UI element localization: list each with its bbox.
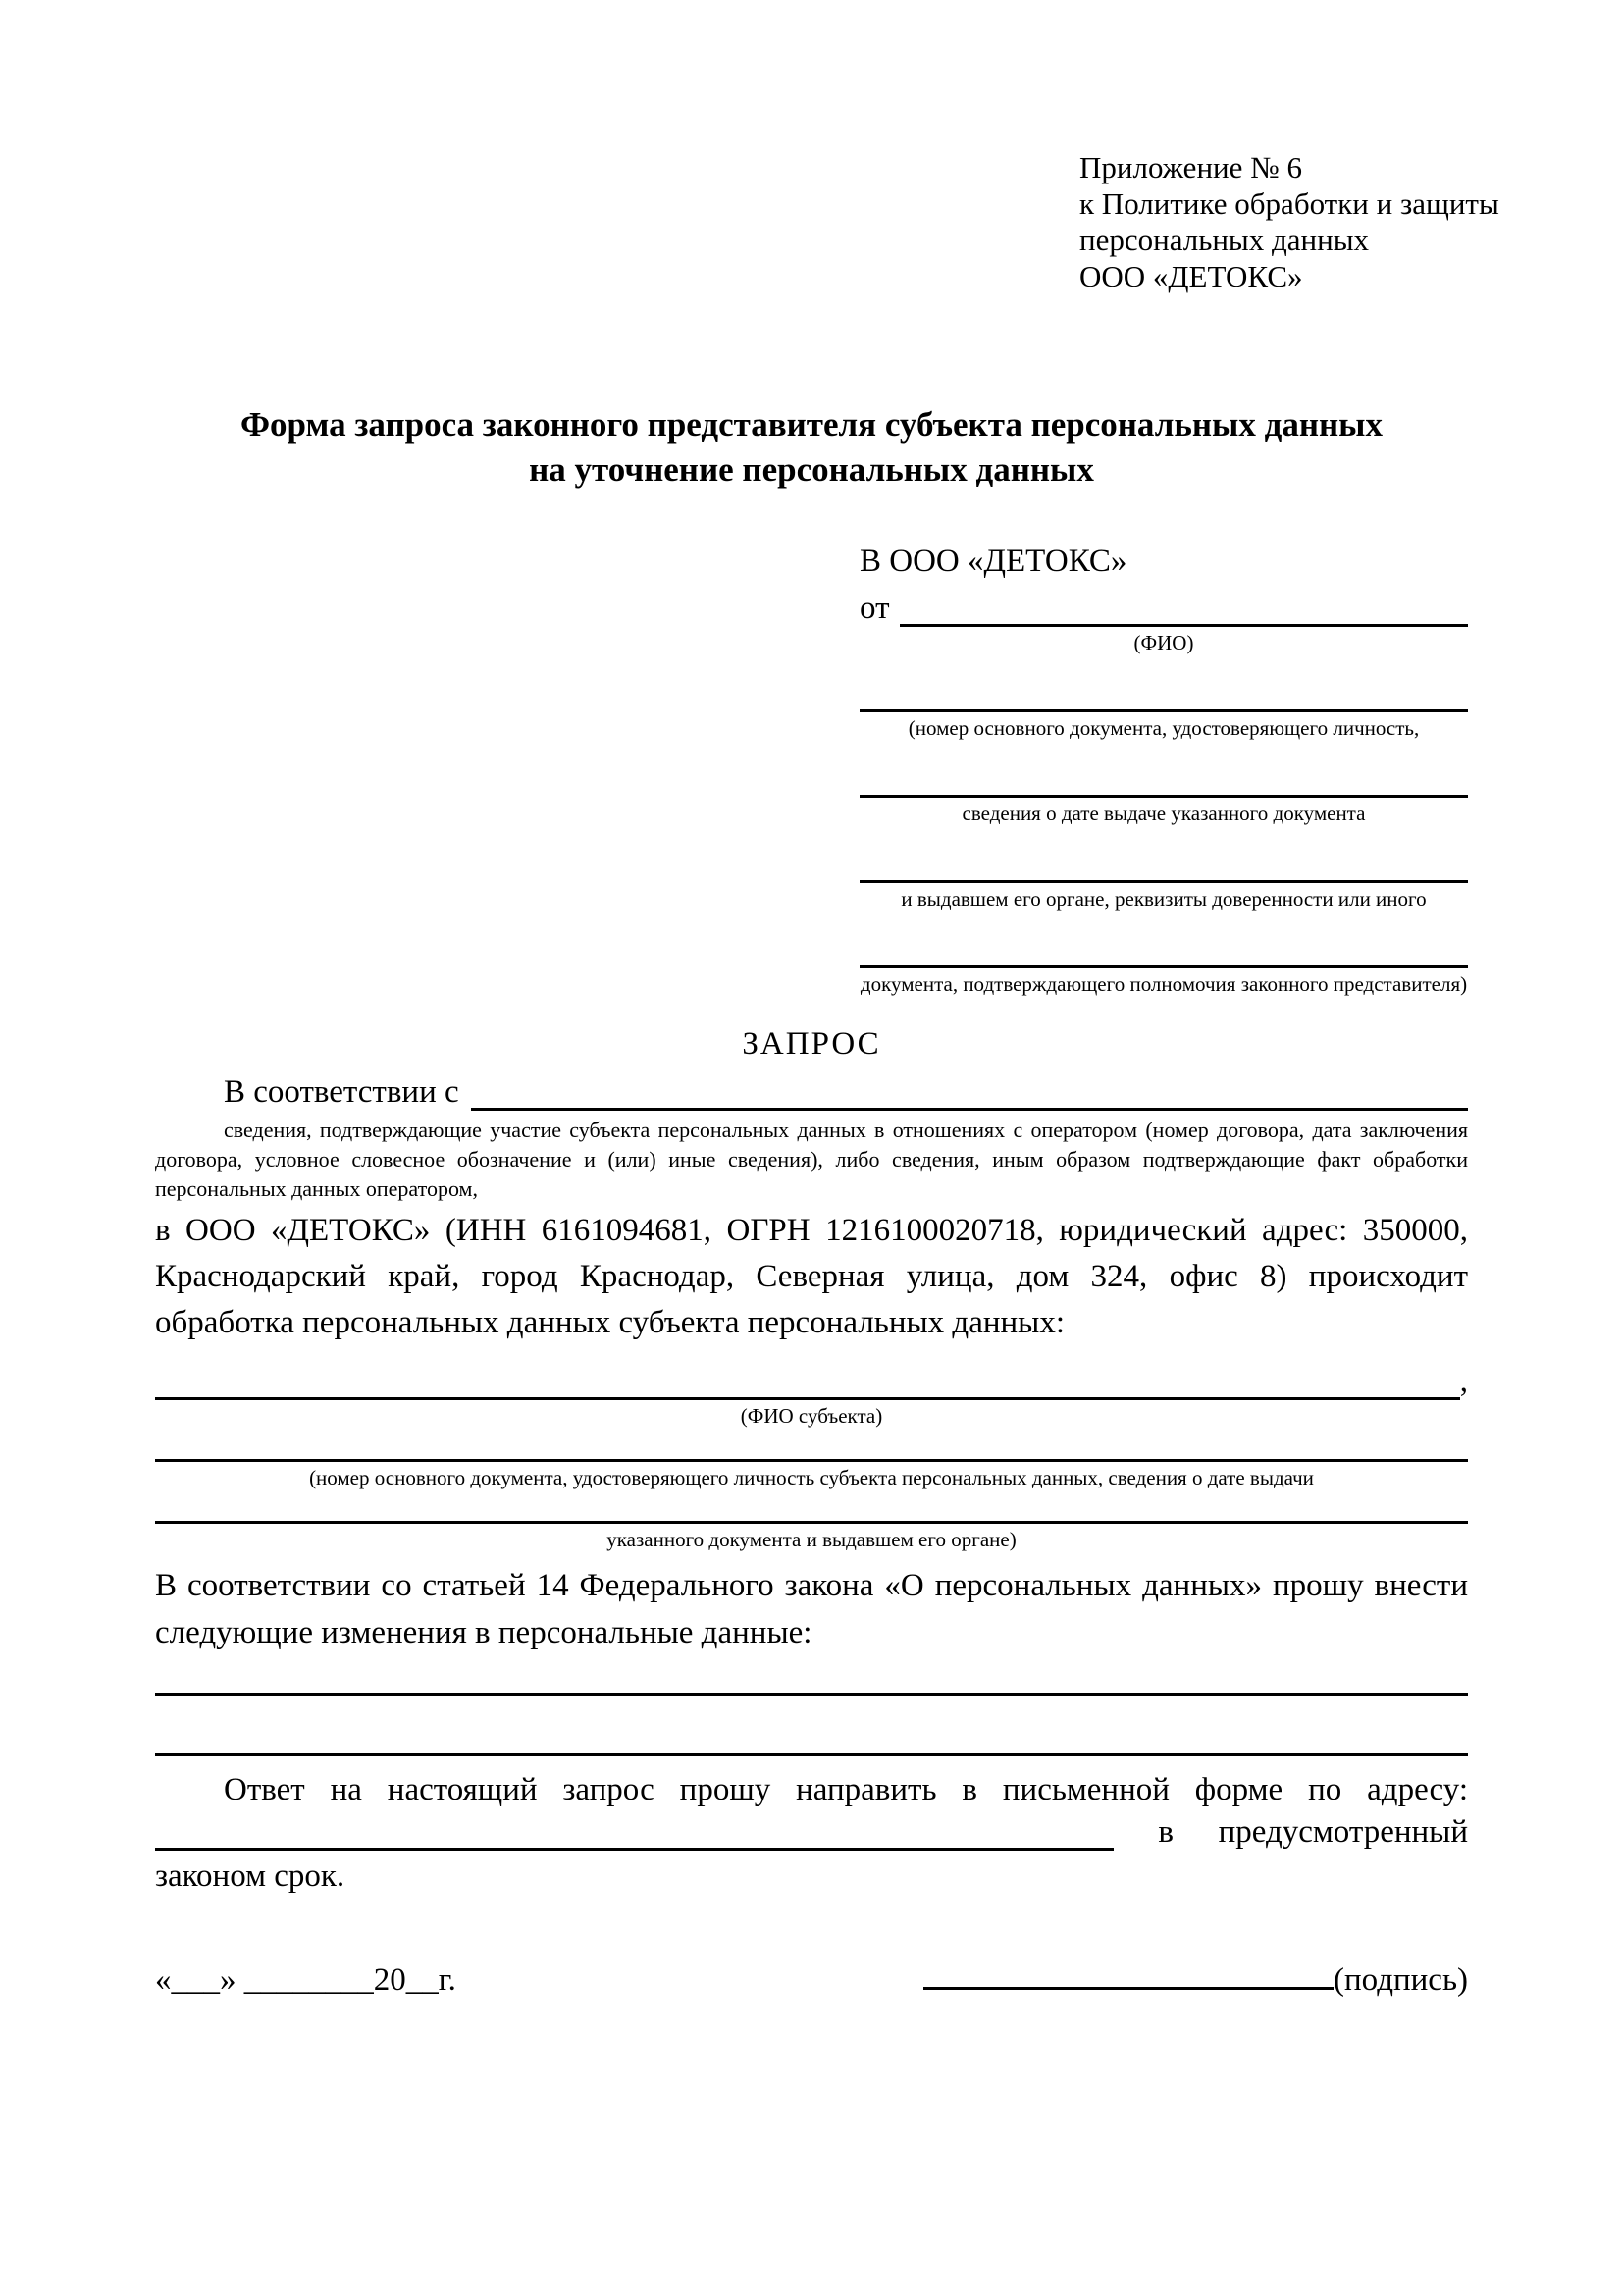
appendix-header-line: персональных данных	[1079, 223, 1370, 257]
reply-paragraph-end: законом срок.	[155, 1858, 345, 1894]
representative-doc-field	[860, 687, 1468, 741]
appendix-header-line: Приложение № 6	[1079, 150, 1302, 184]
signature-caption: (подпись)	[1334, 1962, 1468, 1998]
blank-field-line	[860, 943, 1468, 968]
representative-doc-field	[860, 858, 1468, 912]
blank-field-line	[155, 1490, 1468, 1524]
footer	[155, 1962, 1468, 1999]
blank-field-line	[860, 858, 1468, 883]
basis-label: В соответствии с	[224, 1074, 459, 1110]
from-blank-line	[900, 591, 1469, 627]
reply-paragraph: Ответ на настоящий запрос прошу направить в письменной форме по адресу:	[224, 1772, 1468, 1807]
request-heading: ЗАПРОС	[742, 1026, 881, 1062]
blank-field-line	[860, 772, 1468, 798]
appendix-header-line: к Политике обработки и защиты	[1079, 186, 1499, 221]
subject-fio-blank-line	[155, 1364, 1460, 1400]
from-label: от	[860, 591, 890, 626]
addressee-block	[860, 540, 1468, 997]
field-caption: (номер основного документа, удостоверяющего личность субъекта персональных данных, сведения о дате выдачи	[309, 1466, 1314, 1489]
addressee-company: В ООО «ДЕТОКС»	[860, 544, 1127, 579]
field-caption: (номер основного документа, удостоверяющего личность,	[908, 716, 1420, 740]
reply-word: предусмотренный	[1218, 1814, 1468, 1850]
subject-fio-caption: (ФИО субъекта)	[740, 1404, 883, 1428]
reply-address-field	[155, 1814, 1468, 1851]
page-title-line1: Форма запроса законного представителя субъекта персональных данных	[240, 405, 1383, 444]
field-caption: сведения о дате выдаче указанного документа	[962, 802, 1366, 825]
changes-blank-line	[155, 1696, 1468, 1756]
page-title-line2: на уточнение персональных данных	[529, 450, 1094, 489]
signature-field	[923, 1962, 1468, 1999]
changes-blank-line	[155, 1656, 1468, 1696]
operator-paragraph: в ООО «ДЕТОКС» (ИНН 6161094681, ОГРН 1216100020718, юридический адрес: 350000, Краснодарский край, город Краснодар, Северная улица, дом 324, офис 8) происходит обработка персональных данных субъекта персональных данных:	[155, 1213, 1468, 1340]
field-caption: и выдавшем его органе, реквизиты доверенности или иного	[901, 887, 1427, 911]
reply-address-blank-line	[155, 1814, 1114, 1851]
basis-footnote: сведения, подтверждающие участие субъекта персональных данных в отношениях с оператором (номер договора, дата заключения договора, условное словесное обозначение и (или) иные сведения), либо сведения, иным образом подтверждающие факт обработки персональных данных оператором,	[155, 1118, 1468, 1201]
blank-field-line	[155, 1429, 1468, 1462]
appendix-header	[1079, 149, 1499, 294]
basis-field	[155, 1074, 1468, 1111]
appendix-header-line: ООО «ДЕТОКС»	[1079, 259, 1303, 293]
basis-blank-line	[471, 1074, 1468, 1111]
page-title	[155, 402, 1468, 493]
representative-doc-field	[860, 772, 1468, 826]
field-caption: указанного документа и выдавшем его органе)	[606, 1528, 1017, 1551]
law-paragraph: В соответствии со статьей 14 Федерального закона «О персональных данных» прошу внести следующие изменения в персональные данные:	[155, 1568, 1468, 1650]
date-line: «___» ________20__г.	[155, 1962, 456, 1998]
subject-doc-field	[155, 1429, 1468, 1490]
fio-caption: (ФИО)	[1133, 631, 1194, 654]
subject-line-comma: ,	[1459, 1364, 1468, 1399]
representative-doc-field	[860, 943, 1468, 997]
subject-fio-field	[155, 1364, 1468, 1400]
subject-doc-field	[155, 1490, 1468, 1552]
reply-word: в	[1158, 1814, 1174, 1850]
field-caption: документа, подтверждающего полномочия законного представителя)	[860, 972, 1468, 996]
blank-field-line	[860, 687, 1468, 712]
from-field	[860, 591, 1468, 627]
signature-blank-line	[923, 1987, 1334, 1990]
